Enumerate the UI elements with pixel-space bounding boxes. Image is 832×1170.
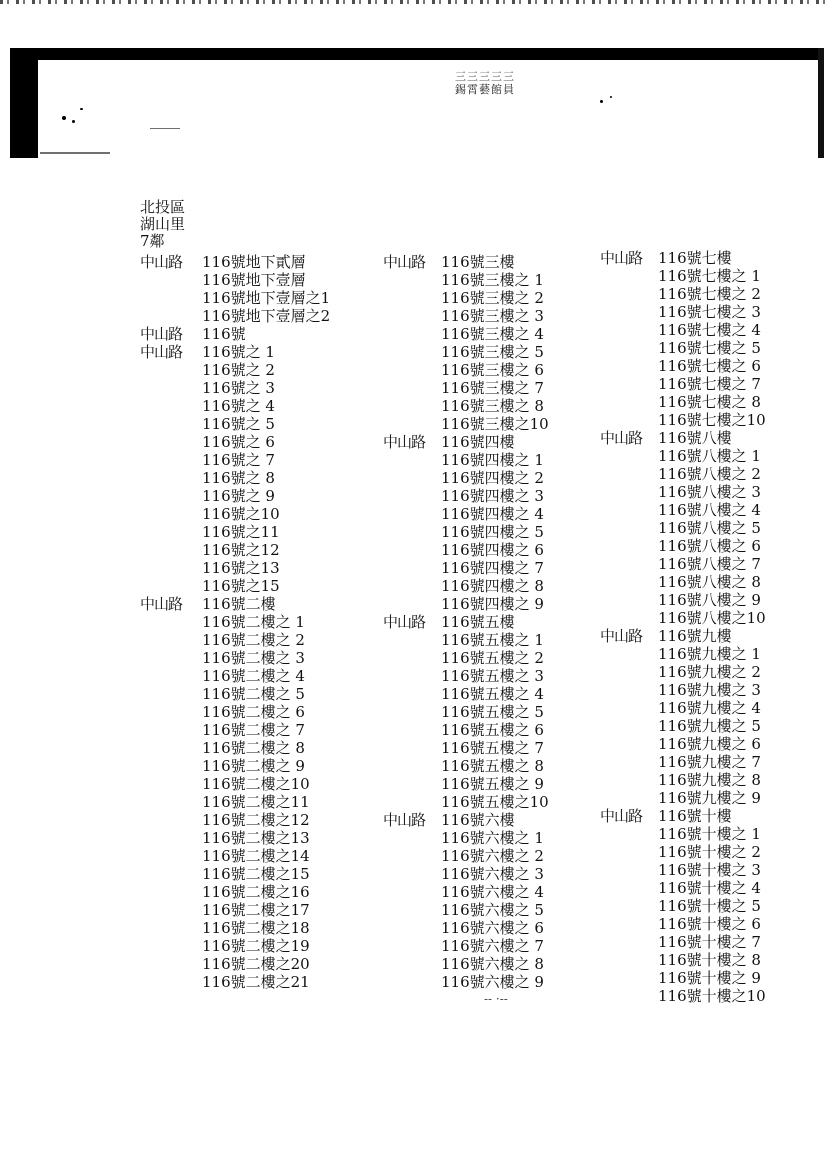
address-text: 116號五樓之 3 bbox=[441, 667, 544, 685]
address-text: 116號五樓之 9 bbox=[441, 775, 544, 793]
address-text: 116號十樓之10 bbox=[658, 987, 766, 1005]
address-text: 116號地下壹層 bbox=[202, 271, 306, 289]
address-text: 116號四樓之 8 bbox=[441, 577, 544, 595]
address-text: 116號八樓之 8 bbox=[658, 573, 761, 591]
address-text: 116號二樓之18 bbox=[202, 919, 310, 937]
scan-speck-mark: -- ·-- bbox=[484, 992, 508, 1006]
address-text: 116號二樓之16 bbox=[202, 883, 310, 901]
address-text: 116號八樓之 7 bbox=[658, 555, 761, 573]
address-text: 116號六樓之 6 bbox=[441, 919, 544, 937]
address-text: 116號七樓 bbox=[658, 249, 732, 267]
address-text: 116號三樓之 4 bbox=[441, 325, 544, 343]
address-text: 116號七樓之 8 bbox=[658, 393, 761, 411]
address-text: 116號地下壹層之1 bbox=[202, 289, 331, 307]
address-text: 116號三樓之 3 bbox=[441, 307, 544, 325]
road-name: 中山路 bbox=[140, 325, 183, 343]
address-text: 116號二樓之17 bbox=[202, 901, 310, 919]
address-text: 116號九樓之 3 bbox=[658, 681, 761, 699]
address-text: 116號之 9 bbox=[202, 487, 275, 505]
address-text: 116號之 6 bbox=[202, 433, 275, 451]
address-text: 116號九樓之 1 bbox=[658, 645, 761, 663]
address-text: 116號二樓之 4 bbox=[202, 667, 305, 685]
address-text: 116號三樓之10 bbox=[441, 415, 549, 433]
address-text: 116號十樓之 5 bbox=[658, 897, 761, 915]
address-text: 116號二樓之10 bbox=[202, 775, 310, 793]
address-text: 116號四樓之 9 bbox=[441, 595, 544, 613]
address-text: 116號九樓之 6 bbox=[658, 735, 761, 753]
address-text: 116號八樓之 5 bbox=[658, 519, 761, 537]
address-text: 116號八樓之 4 bbox=[658, 501, 761, 519]
road-name: 中山路 bbox=[140, 253, 183, 271]
address-text: 116號六樓之 8 bbox=[441, 955, 544, 973]
address-text: 116號地下壹層之2 bbox=[202, 307, 331, 325]
address-text: 116號之 5 bbox=[202, 415, 275, 433]
address-text: 116號九樓之 5 bbox=[658, 717, 761, 735]
district-header bbox=[140, 199, 185, 250]
address-text: 116號二樓之 6 bbox=[202, 703, 305, 721]
address-text: 116號十樓之 4 bbox=[658, 879, 761, 897]
address-text: 116號七樓之 1 bbox=[658, 267, 761, 285]
address-text: 116號五樓之 6 bbox=[441, 721, 544, 739]
address-text: 116號二樓之 2 bbox=[202, 631, 305, 649]
address-text: 116號九樓之 7 bbox=[658, 753, 761, 771]
address-text: 116號之 2 bbox=[202, 361, 275, 379]
address-text: 116號二樓 bbox=[202, 595, 276, 613]
address-text: 116號三樓之 8 bbox=[441, 397, 544, 415]
address-text: 116號七樓之 7 bbox=[658, 375, 761, 393]
address-text: 116號二樓之 5 bbox=[202, 685, 305, 703]
address-text: 116號六樓之 4 bbox=[441, 883, 544, 901]
address-text: 116號二樓之11 bbox=[202, 793, 310, 811]
address-text: 116號九樓之 8 bbox=[658, 771, 761, 789]
address-text: 116號二樓之15 bbox=[202, 865, 310, 883]
address-text: 116號八樓之 6 bbox=[658, 537, 761, 555]
address-text: 116號六樓之 5 bbox=[441, 901, 544, 919]
address-text: 116號之 7 bbox=[202, 451, 275, 469]
address-text: 116號之 3 bbox=[202, 379, 275, 397]
road-name: 中山路 bbox=[383, 613, 426, 631]
district-name: 北投區 bbox=[140, 198, 186, 216]
address-text: 116號六樓之 3 bbox=[441, 865, 544, 883]
address-text: 116號六樓 bbox=[441, 811, 515, 829]
address-text: 116號十樓之 1 bbox=[658, 825, 761, 843]
address-text: 116號九樓之 2 bbox=[658, 663, 761, 681]
address-text: 116號三樓之 5 bbox=[441, 343, 544, 361]
official-stamp: 三三三三三 錫霄藝館員 bbox=[455, 70, 515, 96]
address-text: 116號九樓 bbox=[658, 627, 732, 645]
address-text: 116號八樓之 2 bbox=[658, 465, 761, 483]
address-text: 116號四樓之 1 bbox=[441, 451, 544, 469]
road-name: 中山路 bbox=[600, 429, 643, 447]
address-text: 116號四樓之 4 bbox=[441, 505, 544, 523]
address-text: 116號七樓之 5 bbox=[658, 339, 761, 357]
road-name: 中山路 bbox=[600, 249, 643, 267]
address-text: 116號三樓之 7 bbox=[441, 379, 544, 397]
address-text: 116號三樓之 2 bbox=[441, 289, 544, 307]
address-text: 116號九樓之 9 bbox=[658, 789, 761, 807]
address-text: 116號二樓之 7 bbox=[202, 721, 305, 739]
address-text: 116號三樓之 1 bbox=[441, 271, 544, 289]
address-text: 116號四樓之 5 bbox=[441, 523, 544, 541]
address-text: 116號之11 bbox=[202, 523, 280, 541]
address-text: 116號四樓之 3 bbox=[441, 487, 544, 505]
address-text: 116號十樓之 2 bbox=[658, 843, 761, 861]
address-text: 116號五樓之 8 bbox=[441, 757, 544, 775]
address-text: 116號七樓之10 bbox=[658, 411, 766, 429]
address-text: 116號四樓之 2 bbox=[441, 469, 544, 487]
address-text: 116號二樓之13 bbox=[202, 829, 310, 847]
address-text: 116號之13 bbox=[202, 559, 280, 577]
address-text: 116號之12 bbox=[202, 541, 280, 559]
address-text: 116號六樓之 7 bbox=[441, 937, 544, 955]
scan-header-band bbox=[10, 48, 824, 158]
road-name: 中山路 bbox=[383, 433, 426, 451]
address-text: 116號六樓之 9 bbox=[441, 973, 544, 991]
address-text: 116號十樓之 8 bbox=[658, 951, 761, 969]
address-text: 116號之 8 bbox=[202, 469, 275, 487]
address-text: 116號十樓之 9 bbox=[658, 969, 761, 987]
address-text: 116號二樓之20 bbox=[202, 955, 310, 973]
address-text: 116號二樓之 9 bbox=[202, 757, 305, 775]
address-text: 116號四樓 bbox=[441, 433, 515, 451]
address-text: 116號五樓之 5 bbox=[441, 703, 544, 721]
address-text: 116號三樓 bbox=[441, 253, 515, 271]
address-text: 116號八樓之 3 bbox=[658, 483, 761, 501]
address-text: 116號 bbox=[202, 325, 246, 343]
address-text: 116號七樓之 2 bbox=[658, 285, 761, 303]
address-text: 116號四樓之 7 bbox=[441, 559, 544, 577]
address-text: 116號二樓之 1 bbox=[202, 613, 305, 631]
address-text: 116號之10 bbox=[202, 505, 280, 523]
address-text: 116號七樓之 4 bbox=[658, 321, 761, 339]
village-name: 湖山里 bbox=[140, 215, 186, 233]
address-text: 116號六樓之 2 bbox=[441, 847, 544, 865]
road-name: 中山路 bbox=[600, 807, 643, 825]
address-text: 116號八樓之10 bbox=[658, 609, 766, 627]
address-text: 116號九樓之 4 bbox=[658, 699, 761, 717]
address-text: 116號地下貳層 bbox=[202, 253, 306, 271]
address-text: 116號二樓之14 bbox=[202, 847, 310, 865]
address-text: 116號二樓之 3 bbox=[202, 649, 305, 667]
address-text: 116號二樓之12 bbox=[202, 811, 310, 829]
address-text: 116號五樓之 2 bbox=[441, 649, 544, 667]
address-text: 116號二樓之19 bbox=[202, 937, 310, 955]
address-text: 116號五樓之10 bbox=[441, 793, 549, 811]
road-name: 中山路 bbox=[140, 343, 183, 361]
address-text: 116號之 1 bbox=[202, 343, 275, 361]
address-text: 116號六樓之 1 bbox=[441, 829, 544, 847]
address-text: 116號八樓之 9 bbox=[658, 591, 761, 609]
address-text: 116號四樓之 6 bbox=[441, 541, 544, 559]
address-text: 116號八樓之 1 bbox=[658, 447, 761, 465]
address-text: 116號十樓之 6 bbox=[658, 915, 761, 933]
address-text: 116號之15 bbox=[202, 577, 280, 595]
road-name: 中山路 bbox=[600, 627, 643, 645]
address-text: 116號五樓 bbox=[441, 613, 515, 631]
address-text: 116號之 4 bbox=[202, 397, 275, 415]
address-text: 116號七樓之 3 bbox=[658, 303, 761, 321]
address-text: 116號二樓之 8 bbox=[202, 739, 305, 757]
address-text: 116號二樓之21 bbox=[202, 973, 310, 991]
road-name: 中山路 bbox=[383, 253, 426, 271]
address-text: 116號五樓之 4 bbox=[441, 685, 544, 703]
address-text: 116號十樓之 3 bbox=[658, 861, 761, 879]
address-text: 116號十樓 bbox=[658, 807, 732, 825]
scan-top-noise bbox=[0, 0, 832, 10]
address-text: 116號五樓之 7 bbox=[441, 739, 544, 757]
address-text: 116號十樓之 7 bbox=[658, 933, 761, 951]
neighborhood-number: 7鄰 bbox=[140, 232, 165, 250]
address-text: 116號三樓之 6 bbox=[441, 361, 544, 379]
address-text: 116號五樓之 1 bbox=[441, 631, 544, 649]
road-name: 中山路 bbox=[383, 811, 426, 829]
address-text: 116號七樓之 6 bbox=[658, 357, 761, 375]
address-text: 116號八樓 bbox=[658, 429, 732, 447]
road-name: 中山路 bbox=[140, 595, 183, 613]
